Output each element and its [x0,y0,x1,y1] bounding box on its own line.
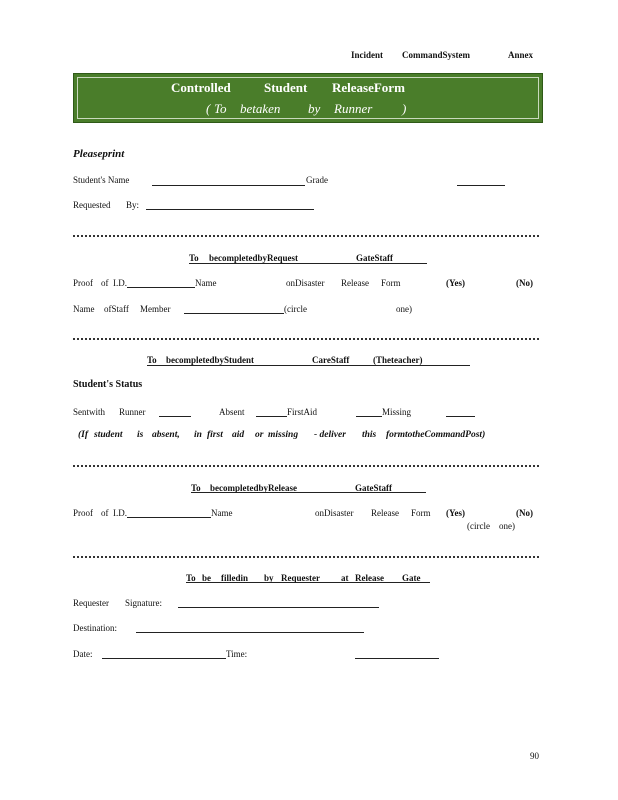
s2-proof-word: Proof [73,278,93,288]
time-label: Time: [226,649,248,659]
s2-staff-name-line[interactable] [184,313,284,314]
header-command-system: CommandSystem [402,50,471,60]
subtitle-close-paren: ) [402,101,407,116]
s4-one-word: one) [499,521,515,531]
section2-heading-3: GateStaff [356,253,393,263]
s4-circle-word: (circle [467,521,490,531]
requester-word: Requester [73,598,109,608]
signature-word: Signature: [125,598,162,608]
s4-id-word: I.D. [113,508,127,518]
s3-missing-word: Missing [382,407,412,417]
section5-heading-3: filledin [221,573,249,583]
section2-heading-2: becompletedbyRequest [209,253,298,263]
time-line[interactable] [355,658,439,659]
requested-label: Requested [73,200,111,210]
grade-line[interactable] [457,185,505,186]
s4-proof-word: Proof [73,508,93,518]
s2-one-word: one) [396,304,412,314]
s3-runner-word: Runner [119,407,146,417]
section4-heading-1: To [191,483,201,493]
s2-of-word: of [101,278,109,288]
subtitle-word-1: To [214,101,227,116]
subtitle-word-2: betaken [240,101,281,116]
section3-heading-3: CareStaff [312,355,350,365]
s3-runner-line[interactable] [159,416,191,417]
section-divider-2 [73,338,539,340]
s3-note-8: or [255,430,264,440]
s2-staff-name-word: Name [73,304,95,314]
section3-heading-4: (Theteacher) [373,355,423,365]
student-status-title: Student's Status [73,379,143,390]
s3-absent-line[interactable] [256,416,287,417]
requested-by-line[interactable] [146,209,314,210]
s3-note-6: first [207,430,223,440]
section4-heading-2: becompletedbyRelease [210,483,297,493]
s2-id-word: I.D. [113,278,127,288]
please-print-label: Pleaseprint [73,148,125,160]
s3-note-2: student [94,430,123,440]
s4-yes-option[interactable]: (Yes) [446,508,465,518]
s3-note-3: is [137,430,144,440]
s4-ondisaster-word: onDisaster [315,508,354,518]
section3-heading-1: To [147,355,157,365]
s3-note-5: in [194,430,202,440]
s3-note-9: missing [268,430,299,440]
section5-heading-1: To [186,573,196,583]
section5-heading-5: Requester [281,573,320,583]
s3-missing-line[interactable] [446,416,475,417]
s3-note-1: (If [78,430,89,440]
s4-release-word: Release [371,508,399,518]
date-line[interactable] [102,658,226,659]
subtitle-word-4: Runner [334,101,373,116]
page-number: 90 [530,751,539,761]
section5-heading-4: by [264,573,274,583]
section5-heading-8: Gate [402,573,421,583]
by-label: By: [126,200,140,210]
s3-note-7: aid [232,430,245,440]
student-name-label: Student's Name [73,175,130,185]
section2-heading-1: To [189,253,199,263]
section5-heading-6: at [341,573,349,583]
s3-note-11: this [362,430,377,440]
title-word-2: Student [264,80,308,95]
s3-absent-word: Absent [219,407,245,417]
title-word-3: ReleaseForm [332,80,405,95]
s3-sentwith-word: Sentwith [73,407,106,417]
s3-firstaid-line[interactable] [356,416,382,417]
title-word-1: Controlled [171,80,231,95]
s3-note-4: absent, [152,430,180,440]
s4-proof-id-line[interactable] [127,517,211,518]
section-divider-4 [73,556,539,558]
signature-line[interactable] [178,607,379,608]
section5-heading-underline [186,582,430,583]
s3-note-12: formtotheCommandPost) [386,430,486,440]
s2-circle-word: (circle [284,304,307,314]
grade-label: Grade [306,175,328,185]
section5-heading-7: Release [355,573,384,583]
s3-firstaid-word: FirstAid [287,407,318,417]
s2-yes-option[interactable]: (Yes) [446,278,465,288]
section3-heading-2: becompletedbyStudent [166,355,255,365]
s3-note-10: - deliver [314,430,346,440]
destination-line[interactable] [136,632,364,633]
destination-label: Destination: [73,623,117,633]
subtitle-word-3: by [308,101,321,116]
s2-member-word: Member [140,304,171,314]
section-divider-1 [73,235,539,237]
section4-heading-3: GateStaff [355,483,392,493]
s4-name-word: Name [211,508,233,518]
form-title-banner [73,73,543,123]
section3-heading-underline [147,365,470,366]
section-divider-3 [73,465,539,467]
s2-ondisaster-word: onDisaster [286,278,325,288]
section4-heading-underline [191,492,426,493]
date-label: Date: [73,649,93,659]
s2-form-word: Form [381,278,401,288]
s2-no-option[interactable]: (No) [516,278,533,288]
s2-release-word: Release [341,278,369,288]
section2-heading-underline [189,263,427,264]
s2-name-word: Name [195,278,217,288]
subtitle-open-paren: ( [206,101,211,116]
s4-of-word: of [101,508,109,518]
student-name-line[interactable] [152,185,305,186]
section5-heading-2: be [202,573,211,583]
s2-ofstaff-word: ofStaff [104,304,129,314]
header-annex: Annex [508,50,534,60]
s2-proof-id-line[interactable] [127,287,195,288]
s4-no-option[interactable]: (No) [516,508,533,518]
header-incident: Incident [351,50,384,60]
s4-form-word: Form [411,508,431,518]
